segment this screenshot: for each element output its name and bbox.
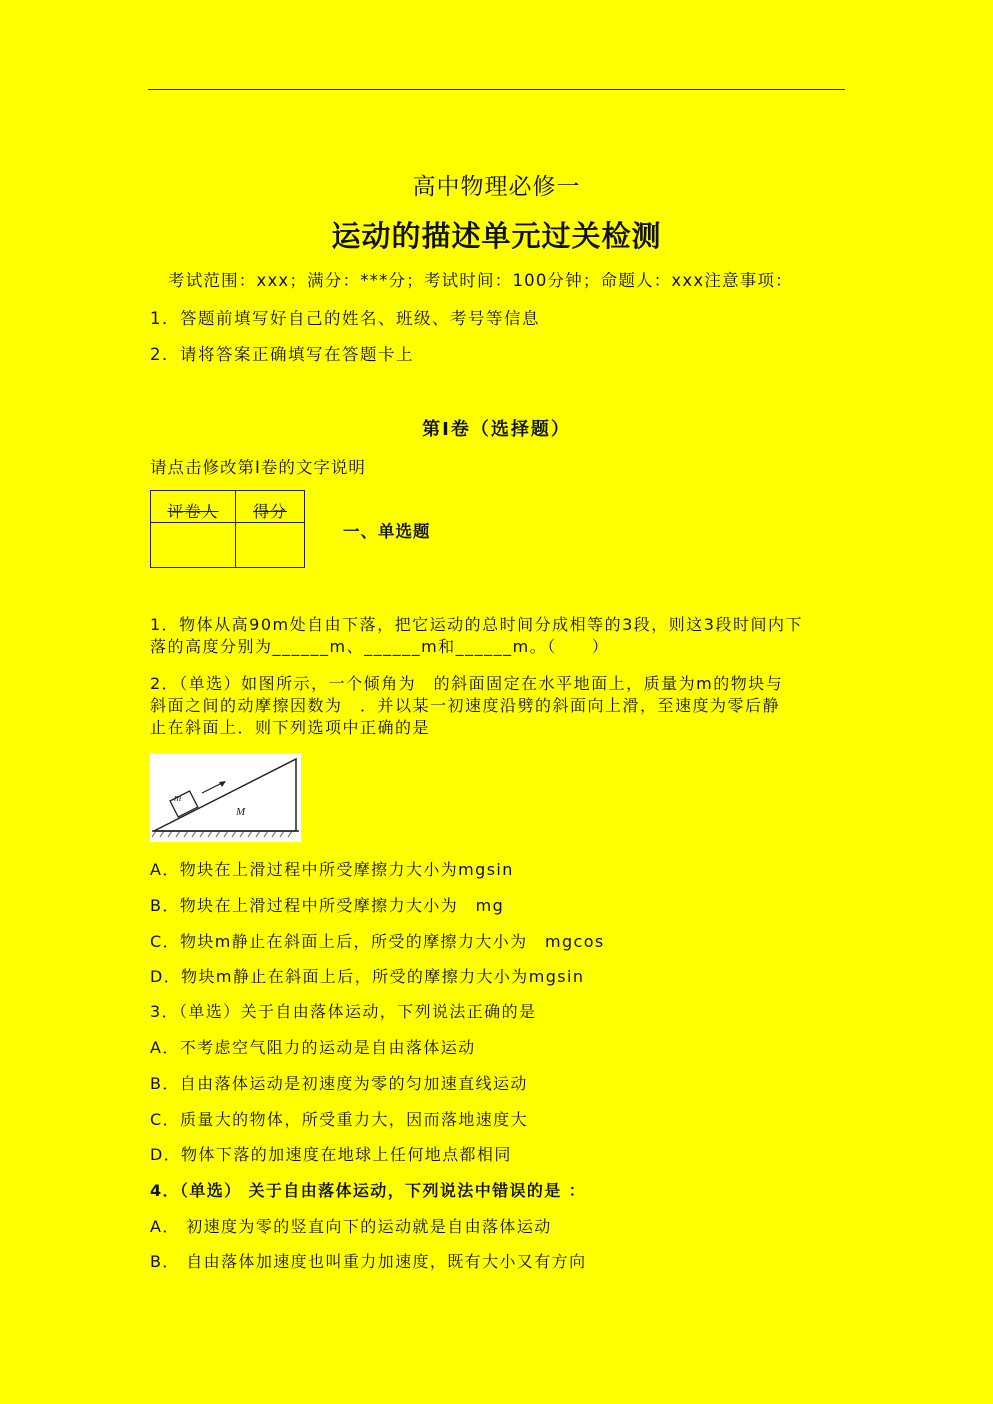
grader-header-cell [151,491,236,523]
part-label: 一、单选题 [343,522,431,541]
grader-value-cell [151,523,236,568]
section-title: 第I卷（选择题） [422,419,571,440]
score-label: 得分 [252,502,287,521]
question-3-stem: 3．（单选）关于自由落体运动，下列说法正确的是 [150,1002,537,1021]
question-1-line-2: 落的高度分别为______m、______m和______m。（ ） [150,637,610,656]
question-3-option-a: A．不考虑空气阻力的运动是自由落体运动 [150,1038,476,1057]
question-4-option-a: A． 初速度为零的竖直向下的运动就是自由落体运动 [150,1217,552,1236]
question-3-option-b: B．自由落体运动是初速度为零的匀加速直线运动 [150,1074,528,1093]
note-1: 1．答题前填写好自己的姓名、班级、考号等信息 [150,309,540,328]
document-title: 运动的描述单元过关检测 [331,219,662,253]
wedge-label: M [236,806,246,818]
score-table [150,490,305,568]
question-2-option-d: D．物块m静止在斜面上后，所受的摩擦力大小为mgsin [150,967,585,986]
question-2-option-a: A．物块在上滑过程中所受摩擦力大小为mgsin [150,860,514,879]
score-header-cell [236,491,305,523]
block-label: m [174,793,182,804]
grader-label: 评卷人 [167,502,219,521]
exam-info: 考试范围：xxx；满分：***分；考试时间：100分钟；命题人：xxx注意事项： [168,271,793,290]
incline-figure [150,753,301,842]
question-2-line-2: 斜面之间的动摩擦因数为 ．并以某一初速度沿劈的斜面向上滑，至速度为零后静 [150,696,781,715]
question-3-option-d: D．物体下落的加速度在地球上任何地点都相同 [150,1145,512,1164]
question-2-option-c: C．物块m静止在斜面上后，所受的摩擦力大小为 mgcos [150,932,605,951]
question-2-line-3: 止在斜面上．则下列选项中正确的是 [150,718,431,737]
header-rule [148,89,845,90]
incline-diagram [150,753,301,842]
document-subtitle: 高中物理必修一 [412,174,581,200]
score-value-cell [236,523,305,568]
question-3-option-c: C．质量大的物体，所受重力大，因而落地速度大 [150,1110,528,1129]
note-2: 2．请将答案正确填写在答题卡上 [150,345,414,364]
question-4-stem: 4．（单选） 关于自由落体运动，下列说法中错误的是 ： [150,1181,587,1200]
question-2-option-b: B．物块在上滑过程中所受摩擦力大小为 mg [150,896,505,915]
question-1-line-1: 1．物体从高90m处自由下落，把它运动的总时间分成相等的3段，则这3段时间内下 [150,615,803,634]
ground-hatching [152,831,292,837]
question-4-option-b: B． 自由落体加速度也叫重力加速度，既有大小又有方向 [150,1252,587,1271]
question-2-line-1: 2．（单选）如图所示，一个倾角为 的斜面固定在水平地面上，质量为m的物块与 [150,674,784,693]
section-description: 请点击修改第I卷的文字说明 [150,458,366,477]
